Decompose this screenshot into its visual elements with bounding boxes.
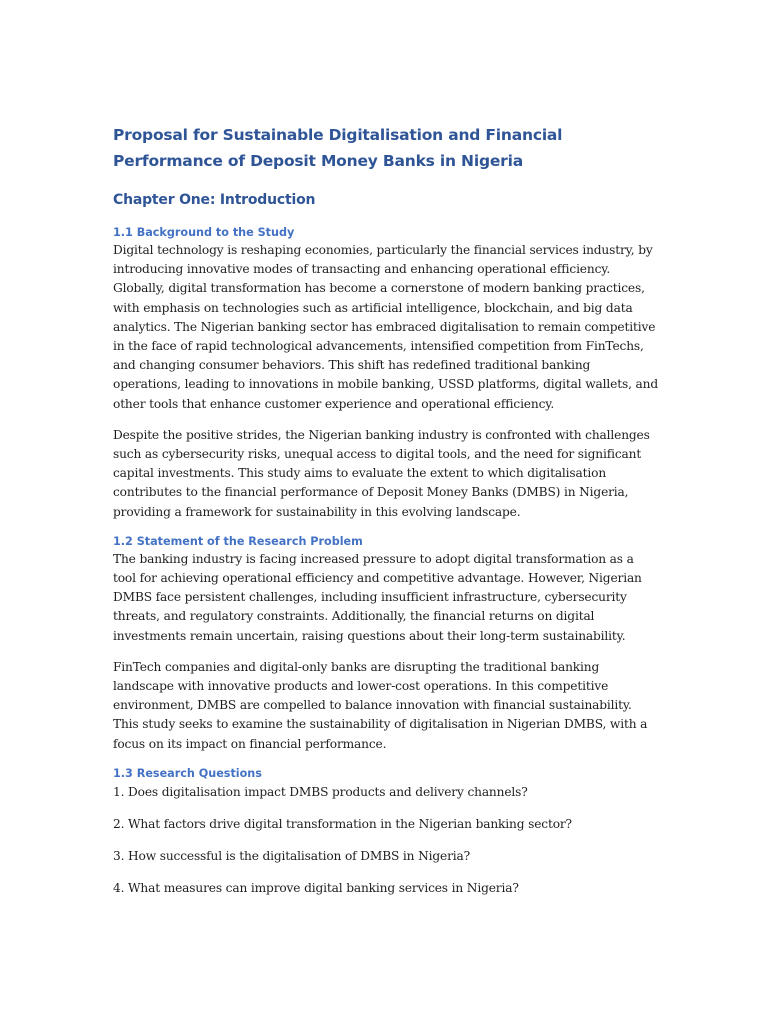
section-heading: 1.3 Research Questions <box>113 766 262 780</box>
list-item: 3. How successful is the digitalisation of DMBS in Nigeria? <box>113 848 471 863</box>
paragraph: The banking industry is facing increased pressure to adopt digital transformation as a tool for achieving operational efficiency and competitive advantage. However, Nigerian DMBS face persistent challenges, including insufficient infrastructure, cybersecurity threats, and regulatory constraints. Additionally, the financial returns on digital investments remain uncertain, raising questions about their long-term sustainability. <box>113 551 642 643</box>
document-page <box>113 122 658 898</box>
list-item: 1. Does digitalisation impact DMBS products and delivery channels? <box>113 784 528 799</box>
section-heading: 1.2 Statement of the Research Problem <box>113 534 363 548</box>
paragraph: Despite the positive strides, the Nigerian banking industry is confronted with challenges such as cybersecurity risks, unequal access to digital tools, and the need for significant capital investments. This study aims to evaluate the extent to which digitalisation contributes to the financial performance of Deposit Money Banks (DMBS) in Nigeria, providing a framework for sustainability in this evolving landscape. <box>113 427 650 519</box>
list-item: 4. What measures can improve digital banking services in Nigeria? <box>113 880 519 895</box>
section-background <box>113 225 658 522</box>
paragraph: Digital technology is reshaping economies, particularly the financial services industry, by introducing innovative modes of transacting and enhancing operational efficiency. Globally, digital transformation has become a cornerstone of modern banking practices, with emphasis on technologies such as artificial intelligence, blockchain, and big data analytics. The Nigerian banking sector has embraced digitalisation to remain competitive in the face of rapid technological advancements, intensified competition from FinTechs, and changing consumer behaviors. This shift has redefined traditional banking operations, leading to innovations in mobile banking, USSD platforms, digital wallets, and other tools that enhance customer experience and operational efficiency. <box>113 243 658 411</box>
paragraph: FinTech companies and digital-only banks are disrupting the traditional banking landscape with innovative products and lower-cost operations. In this competitive environment, DMBS are compelled to balance innovation with financial sustainability. This study seeks to examine the sustainability of digitalisation in Nigerian DMBS, with a focus on its impact on financial performance. <box>113 659 648 751</box>
research-questions-list <box>113 783 658 898</box>
section-heading: 1.1 Background to the Study <box>113 226 295 239</box>
section-research-questions <box>113 766 658 898</box>
chapter-title: Chapter One: Introduction <box>113 192 316 208</box>
section-problem-statement <box>113 534 658 754</box>
list-item: 2. What factors drive digital transformation in the Nigerian banking sector? <box>113 816 572 831</box>
document-title: Proposal for Sustainable Digitalisation and Financial Performance of Deposit Money Banks in Nigeria <box>113 126 563 170</box>
